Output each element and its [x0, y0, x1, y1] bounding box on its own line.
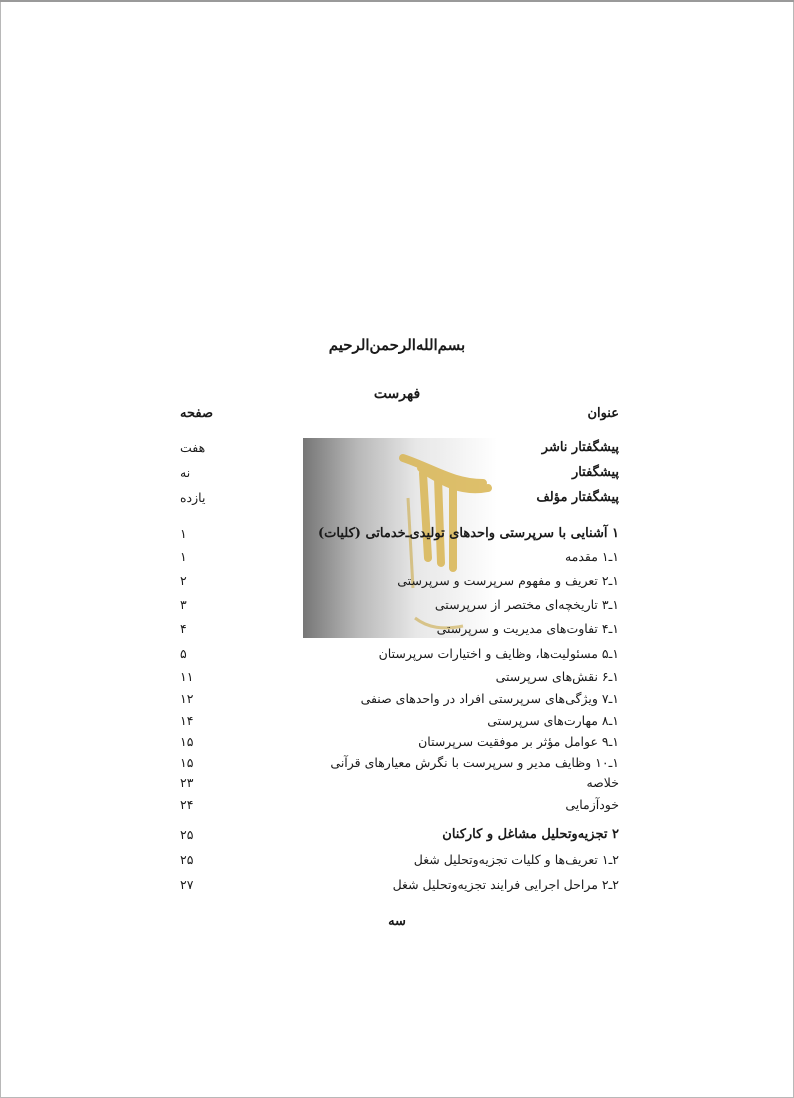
column-header-title: عنوان	[587, 406, 619, 421]
toc-entry-page: ۲۷	[180, 877, 194, 892]
toc-entry-title: ۲ـ۱ تعریف‌ها و کلیات تجزیه‌وتحلیل شغل	[413, 852, 619, 867]
toc-entry-title: خلاصه	[586, 775, 619, 790]
column-header-page: صفحه	[180, 406, 213, 421]
toc-row[interactable]	[180, 734, 619, 754]
toc-entry-page: یازده	[180, 490, 206, 505]
bismillah-heading: بسم‌الله‌الرحمن‌الرحیم	[328, 336, 466, 354]
toc-row[interactable]	[180, 465, 619, 485]
toc-row[interactable]	[180, 852, 619, 872]
toc-row[interactable]	[180, 490, 619, 510]
page-folio: سه	[388, 914, 406, 929]
toc-entry-page: ۳	[180, 597, 187, 612]
toc-entry-page: نه	[180, 465, 191, 480]
toc-entry-title: ۱ـ۱۰ وظایف مدیر و سرپرست با نگرش معیارهای قرآنی	[330, 755, 619, 770]
toc-entry-title: پیشگفتار	[571, 465, 619, 480]
toc-row[interactable]	[180, 797, 619, 817]
toc-row[interactable]	[180, 827, 619, 847]
top-rule	[0, 0, 794, 2]
toc-entry-title: ۱ـ۷ ویژگی‌های سرپرستی افراد در واحدهای صنفی	[360, 691, 619, 706]
toc-entry-title: ۱ـ۲ تعریف و مفهوم سرپرست و سرپرستی	[397, 573, 619, 588]
toc-row[interactable]	[180, 775, 619, 795]
toc-row[interactable]	[180, 669, 619, 689]
toc-entry-page: ۴	[180, 621, 187, 636]
toc-title: فهرست	[373, 386, 421, 402]
toc-entry-page: ۲۳	[180, 775, 194, 790]
toc-entry-title: ۱ـ۴ تفاوت‌های مدیریت و سرپرستی	[436, 621, 619, 636]
toc-entry-page: ۲۴	[180, 797, 194, 812]
toc-entry-page: ۲۵	[180, 852, 194, 867]
toc-entry-title: ۱ـ۹ عوامل مؤثر بر موفقیت سرپرستان	[418, 734, 619, 749]
toc-entry-title: پیشگفتار مؤلف	[536, 490, 619, 505]
toc-row[interactable]	[180, 526, 619, 546]
toc-row[interactable]	[180, 597, 619, 617]
toc-entry-page: ۱۱	[180, 669, 194, 684]
toc-entry-page: هفت	[180, 440, 206, 455]
toc-row[interactable]	[180, 691, 619, 711]
toc-entry-page: ۱۴	[180, 713, 194, 728]
toc-entry-title: خودآزمایی	[565, 797, 619, 812]
toc-row[interactable]	[180, 713, 619, 733]
toc-entry-page: ۱۵	[180, 755, 194, 770]
toc-entry-title: ۱ـ۸ مهارت‌های سرپرستی	[487, 713, 619, 728]
toc-entry-title: ۱ آشنایی با سرپرستی واحدهای تولیدی‌ـ‌خدماتی (کلیات)	[318, 526, 619, 541]
toc-entry-title: ۱ـ۳ تاریخچه‌ای مختصر از سرپرستی	[434, 597, 619, 612]
toc-entry-page: ۲۵	[180, 827, 194, 842]
toc-row[interactable]	[180, 440, 619, 460]
toc-entry-title: ۱ـ۱ مقدمه	[564, 549, 619, 564]
toc-entry-page: ۱۲	[180, 691, 194, 706]
toc-entry-page: ۱	[180, 549, 187, 564]
toc-row[interactable]	[180, 755, 619, 775]
toc-entry-page: ۲	[180, 573, 187, 588]
toc-row[interactable]	[180, 877, 619, 897]
toc-entry-page: ۱	[180, 526, 187, 541]
toc-entry-title: ۱ـ۶ نقش‌های سرپرستی	[495, 669, 619, 684]
toc-entry-title: پیشگفتار ناشر	[541, 440, 619, 455]
toc-entry-page: ۱۵	[180, 734, 194, 749]
toc-row[interactable]	[180, 621, 619, 641]
toc-row[interactable]	[180, 573, 619, 593]
toc-entry-title: ۲ـ۲ مراحل اجرایی فرایند تجزیه‌وتحلیل شغل	[392, 877, 619, 892]
toc-row[interactable]	[180, 549, 619, 569]
toc-entry-title: ۱ـ۵ مسئولیت‌ها، وظایف و اختیارات سرپرستان	[378, 646, 619, 661]
toc-row[interactable]	[180, 646, 619, 666]
toc-entry-page: ۵	[180, 646, 187, 661]
toc-entry-title: ۲ تجزیه‌وتحلیل مشاغل و کارکنان	[442, 827, 619, 842]
